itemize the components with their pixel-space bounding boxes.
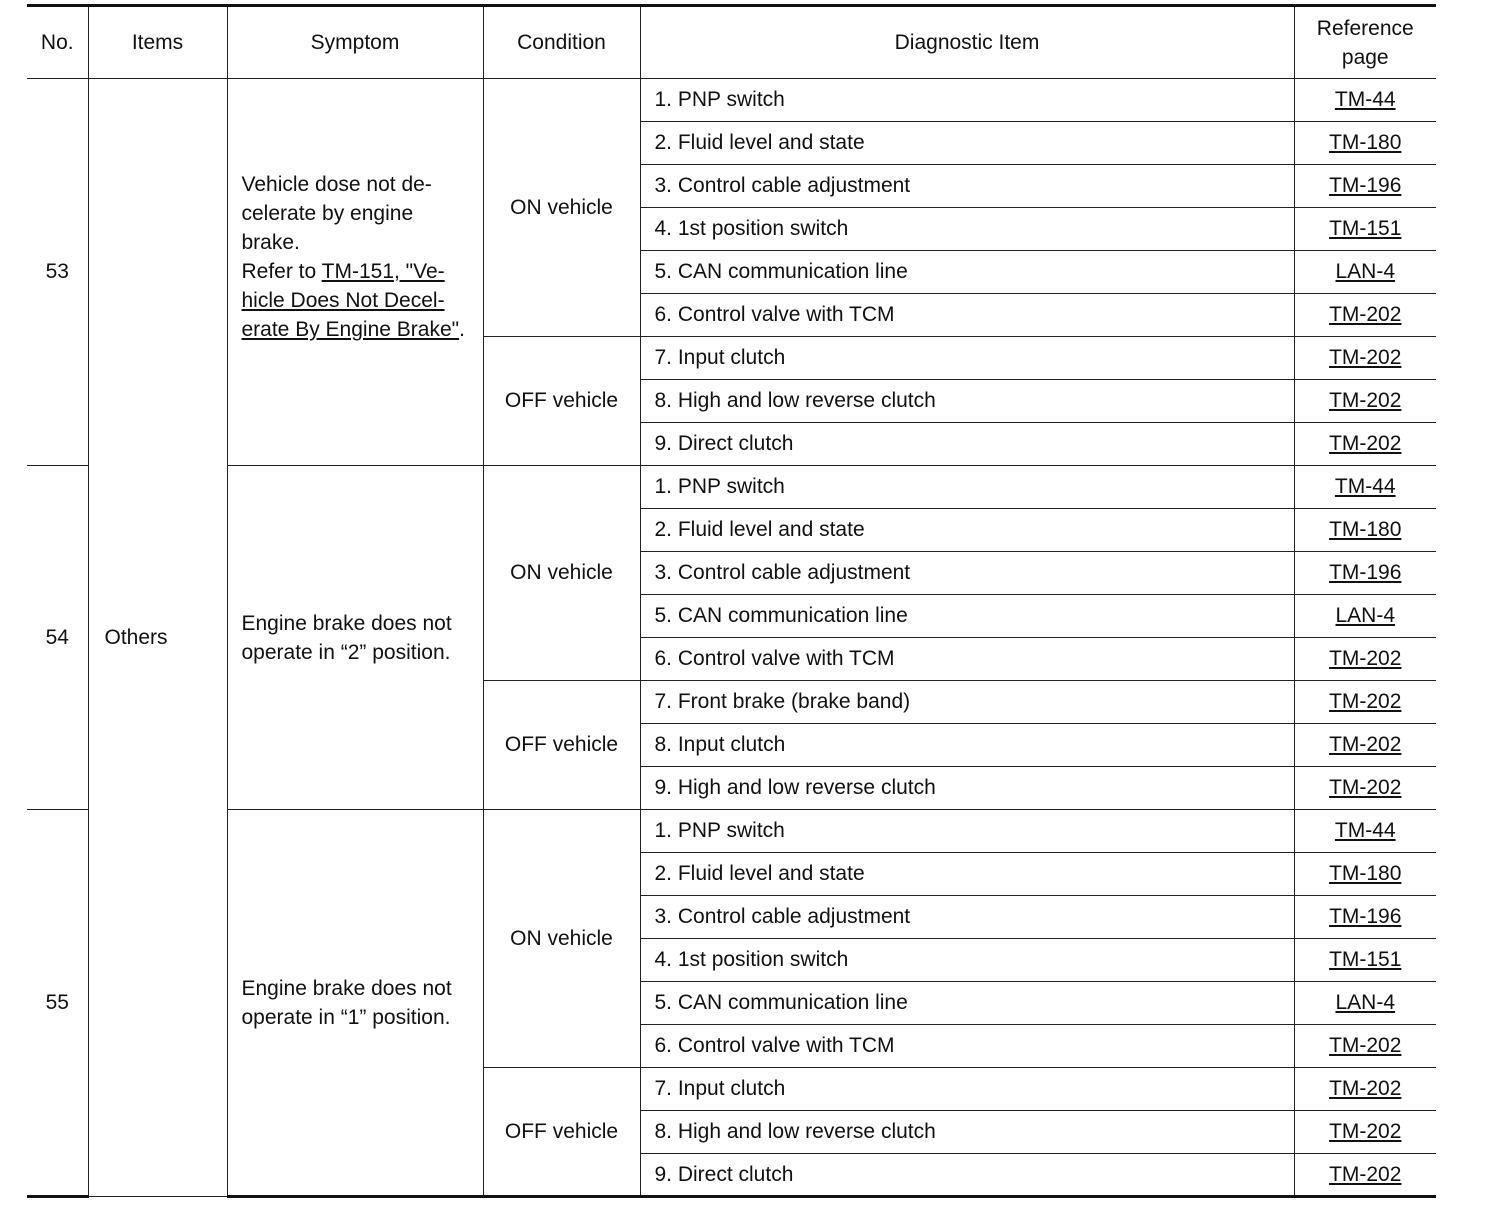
- reference-link[interactable]: TM-202: [1329, 733, 1402, 756]
- diagnostic-item: 1. PNP switch: [640, 466, 1294, 509]
- diagnostic-item: 8. Input clutch: [640, 724, 1294, 767]
- condition-cell: OFF vehicle: [483, 681, 640, 810]
- diagnostic-table: [27, 4, 1436, 1198]
- diagnostic-item: 9. High and low reverse clutch: [640, 767, 1294, 810]
- reference-cell: [1294, 1154, 1436, 1197]
- diagnostic-item: 3. Control cable adjustment: [640, 165, 1294, 208]
- reference-cell: [1294, 165, 1436, 208]
- reference-cell: [1294, 208, 1436, 251]
- condition-cell: ON vehicle: [483, 466, 640, 681]
- diagnostic-item: 3. Control cable adjustment: [640, 896, 1294, 939]
- reference-cell: [1294, 896, 1436, 939]
- condition-cell: ON vehicle: [483, 79, 640, 337]
- header-no: No.: [27, 6, 88, 79]
- reference-cell: [1294, 853, 1436, 896]
- reference-cell: [1294, 810, 1436, 853]
- symptom-cell: [227, 79, 483, 466]
- header-symptom: Symptom: [227, 6, 483, 79]
- reference-cell: [1294, 509, 1436, 552]
- symptom-refer-prefix: Refer to: [241, 260, 322, 283]
- table-row: [27, 79, 1436, 122]
- diagnostic-item: 2. Fluid level and state: [640, 509, 1294, 552]
- reference-cell: [1294, 1025, 1436, 1068]
- diagnostic-item: 5. CAN communication line: [640, 251, 1294, 294]
- diagnostic-item: 1. PNP switch: [640, 810, 1294, 853]
- reference-link[interactable]: TM-202: [1329, 1120, 1402, 1143]
- reference-link[interactable]: TM-44: [1334, 475, 1396, 498]
- reference-link[interactable]: TM-196: [1329, 905, 1402, 928]
- row-number: 54: [27, 466, 88, 810]
- reference-cell: [1294, 466, 1436, 509]
- symptom-reference-link[interactable]: TM-151, "Ve-hicle Does Not Decel-erate By Engine Brake": [241, 260, 460, 341]
- diagnostic-item: 1. PNP switch: [640, 79, 1294, 122]
- table-header: [27, 6, 1436, 79]
- reference-cell: [1294, 337, 1436, 380]
- reference-cell: [1294, 251, 1436, 294]
- reference-cell: [1294, 638, 1436, 681]
- reference-cell: [1294, 552, 1436, 595]
- diagnostic-item: 5. CAN communication line: [640, 982, 1294, 1025]
- diagnostic-item: 3. Control cable adjustment: [640, 552, 1294, 595]
- symptom-cell: [227, 466, 483, 810]
- reference-link[interactable]: TM-202: [1329, 303, 1402, 326]
- symptom-suffix: .: [459, 318, 465, 341]
- reference-link[interactable]: LAN-4: [1335, 604, 1396, 627]
- reference-link[interactable]: TM-151: [1329, 948, 1402, 971]
- table-row: [27, 810, 1436, 853]
- reference-cell: [1294, 122, 1436, 165]
- reference-cell: [1294, 1068, 1436, 1111]
- reference-link[interactable]: TM-202: [1329, 690, 1402, 713]
- reference-link[interactable]: TM-202: [1329, 346, 1402, 369]
- table-body: [27, 79, 1436, 1197]
- diagnostic-item: 8. High and low reverse clutch: [640, 380, 1294, 423]
- reference-link[interactable]: TM-202: [1329, 389, 1402, 412]
- reference-cell: [1294, 423, 1436, 466]
- reference-cell: [1294, 595, 1436, 638]
- header-condition: Condition: [483, 6, 640, 79]
- diagnostic-item: 7. Input clutch: [640, 1068, 1294, 1111]
- diagnostic-item: 7. Input clutch: [640, 337, 1294, 380]
- reference-link[interactable]: TM-44: [1334, 88, 1396, 111]
- reference-link[interactable]: TM-202: [1329, 1034, 1402, 1057]
- reference-link[interactable]: TM-180: [1329, 862, 1402, 885]
- diagnostic-item: 4. 1st position switch: [640, 208, 1294, 251]
- header-diagnostic-item: Diagnostic Item: [640, 6, 1294, 79]
- header-items: Items: [88, 6, 227, 79]
- reference-link[interactable]: TM-202: [1329, 432, 1402, 455]
- reference-cell: [1294, 79, 1436, 122]
- reference-link[interactable]: TM-202: [1329, 776, 1402, 799]
- reference-link[interactable]: TM-180: [1329, 131, 1402, 154]
- diagnostic-item: 8. High and low reverse clutch: [640, 1111, 1294, 1154]
- table-row: [27, 466, 1436, 509]
- reference-link[interactable]: TM-202: [1329, 1077, 1402, 1100]
- diagnostic-item: 9. Direct clutch: [640, 423, 1294, 466]
- reference-link[interactable]: TM-151: [1329, 217, 1402, 240]
- condition-cell: OFF vehicle: [483, 337, 640, 466]
- diagnostic-item: 2. Fluid level and state: [640, 853, 1294, 896]
- diagnostic-item: 4. 1st position switch: [640, 939, 1294, 982]
- reference-link[interactable]: TM-202: [1329, 647, 1402, 670]
- diagnostic-item: 7. Front brake (brake band): [640, 681, 1294, 724]
- reference-cell: [1294, 724, 1436, 767]
- diagnostic-item: 2. Fluid level and state: [640, 122, 1294, 165]
- reference-cell: [1294, 982, 1436, 1025]
- reference-link[interactable]: TM-196: [1329, 174, 1402, 197]
- condition-cell: OFF vehicle: [483, 1068, 640, 1197]
- header-reference-page: [1294, 6, 1436, 79]
- reference-link[interactable]: LAN-4: [1335, 260, 1396, 283]
- symptom-text: Vehicle dose not de-celerate by engine brake.: [241, 173, 432, 254]
- reference-cell: [1294, 939, 1436, 982]
- symptom-cell: [227, 810, 483, 1197]
- reference-link[interactable]: TM-202: [1329, 1162, 1402, 1186]
- diagnostic-item: 5. CAN communication line: [640, 595, 1294, 638]
- reference-link[interactable]: TM-180: [1329, 518, 1402, 541]
- diagnostic-item: 6. Control valve with TCM: [640, 1025, 1294, 1068]
- row-number: 53: [27, 79, 88, 466]
- reference-link[interactable]: LAN-4: [1335, 991, 1396, 1014]
- reference-link[interactable]: TM-44: [1334, 819, 1396, 842]
- reference-cell: [1294, 767, 1436, 810]
- reference-link[interactable]: TM-196: [1329, 561, 1402, 584]
- diagnostic-item: 6. Control valve with TCM: [640, 294, 1294, 337]
- diagnostic-item: 6. Control valve with TCM: [640, 638, 1294, 681]
- reference-cell: [1294, 380, 1436, 423]
- reference-cell: [1294, 294, 1436, 337]
- items-cell: Others: [88, 79, 227, 1197]
- header-reference-line2: page: [1341, 45, 1389, 69]
- row-number: 55: [27, 810, 88, 1197]
- header-reference-line1: Reference: [1316, 16, 1414, 40]
- condition-cell: ON vehicle: [483, 810, 640, 1068]
- diagnostic-item: 9. Direct clutch: [640, 1154, 1294, 1197]
- reference-cell: [1294, 1111, 1436, 1154]
- reference-cell: [1294, 681, 1436, 724]
- symptom-text: Engine brake does not operate in “1” position.: [241, 976, 452, 1029]
- symptom-text: Engine brake does not operate in “2” position.: [241, 611, 452, 664]
